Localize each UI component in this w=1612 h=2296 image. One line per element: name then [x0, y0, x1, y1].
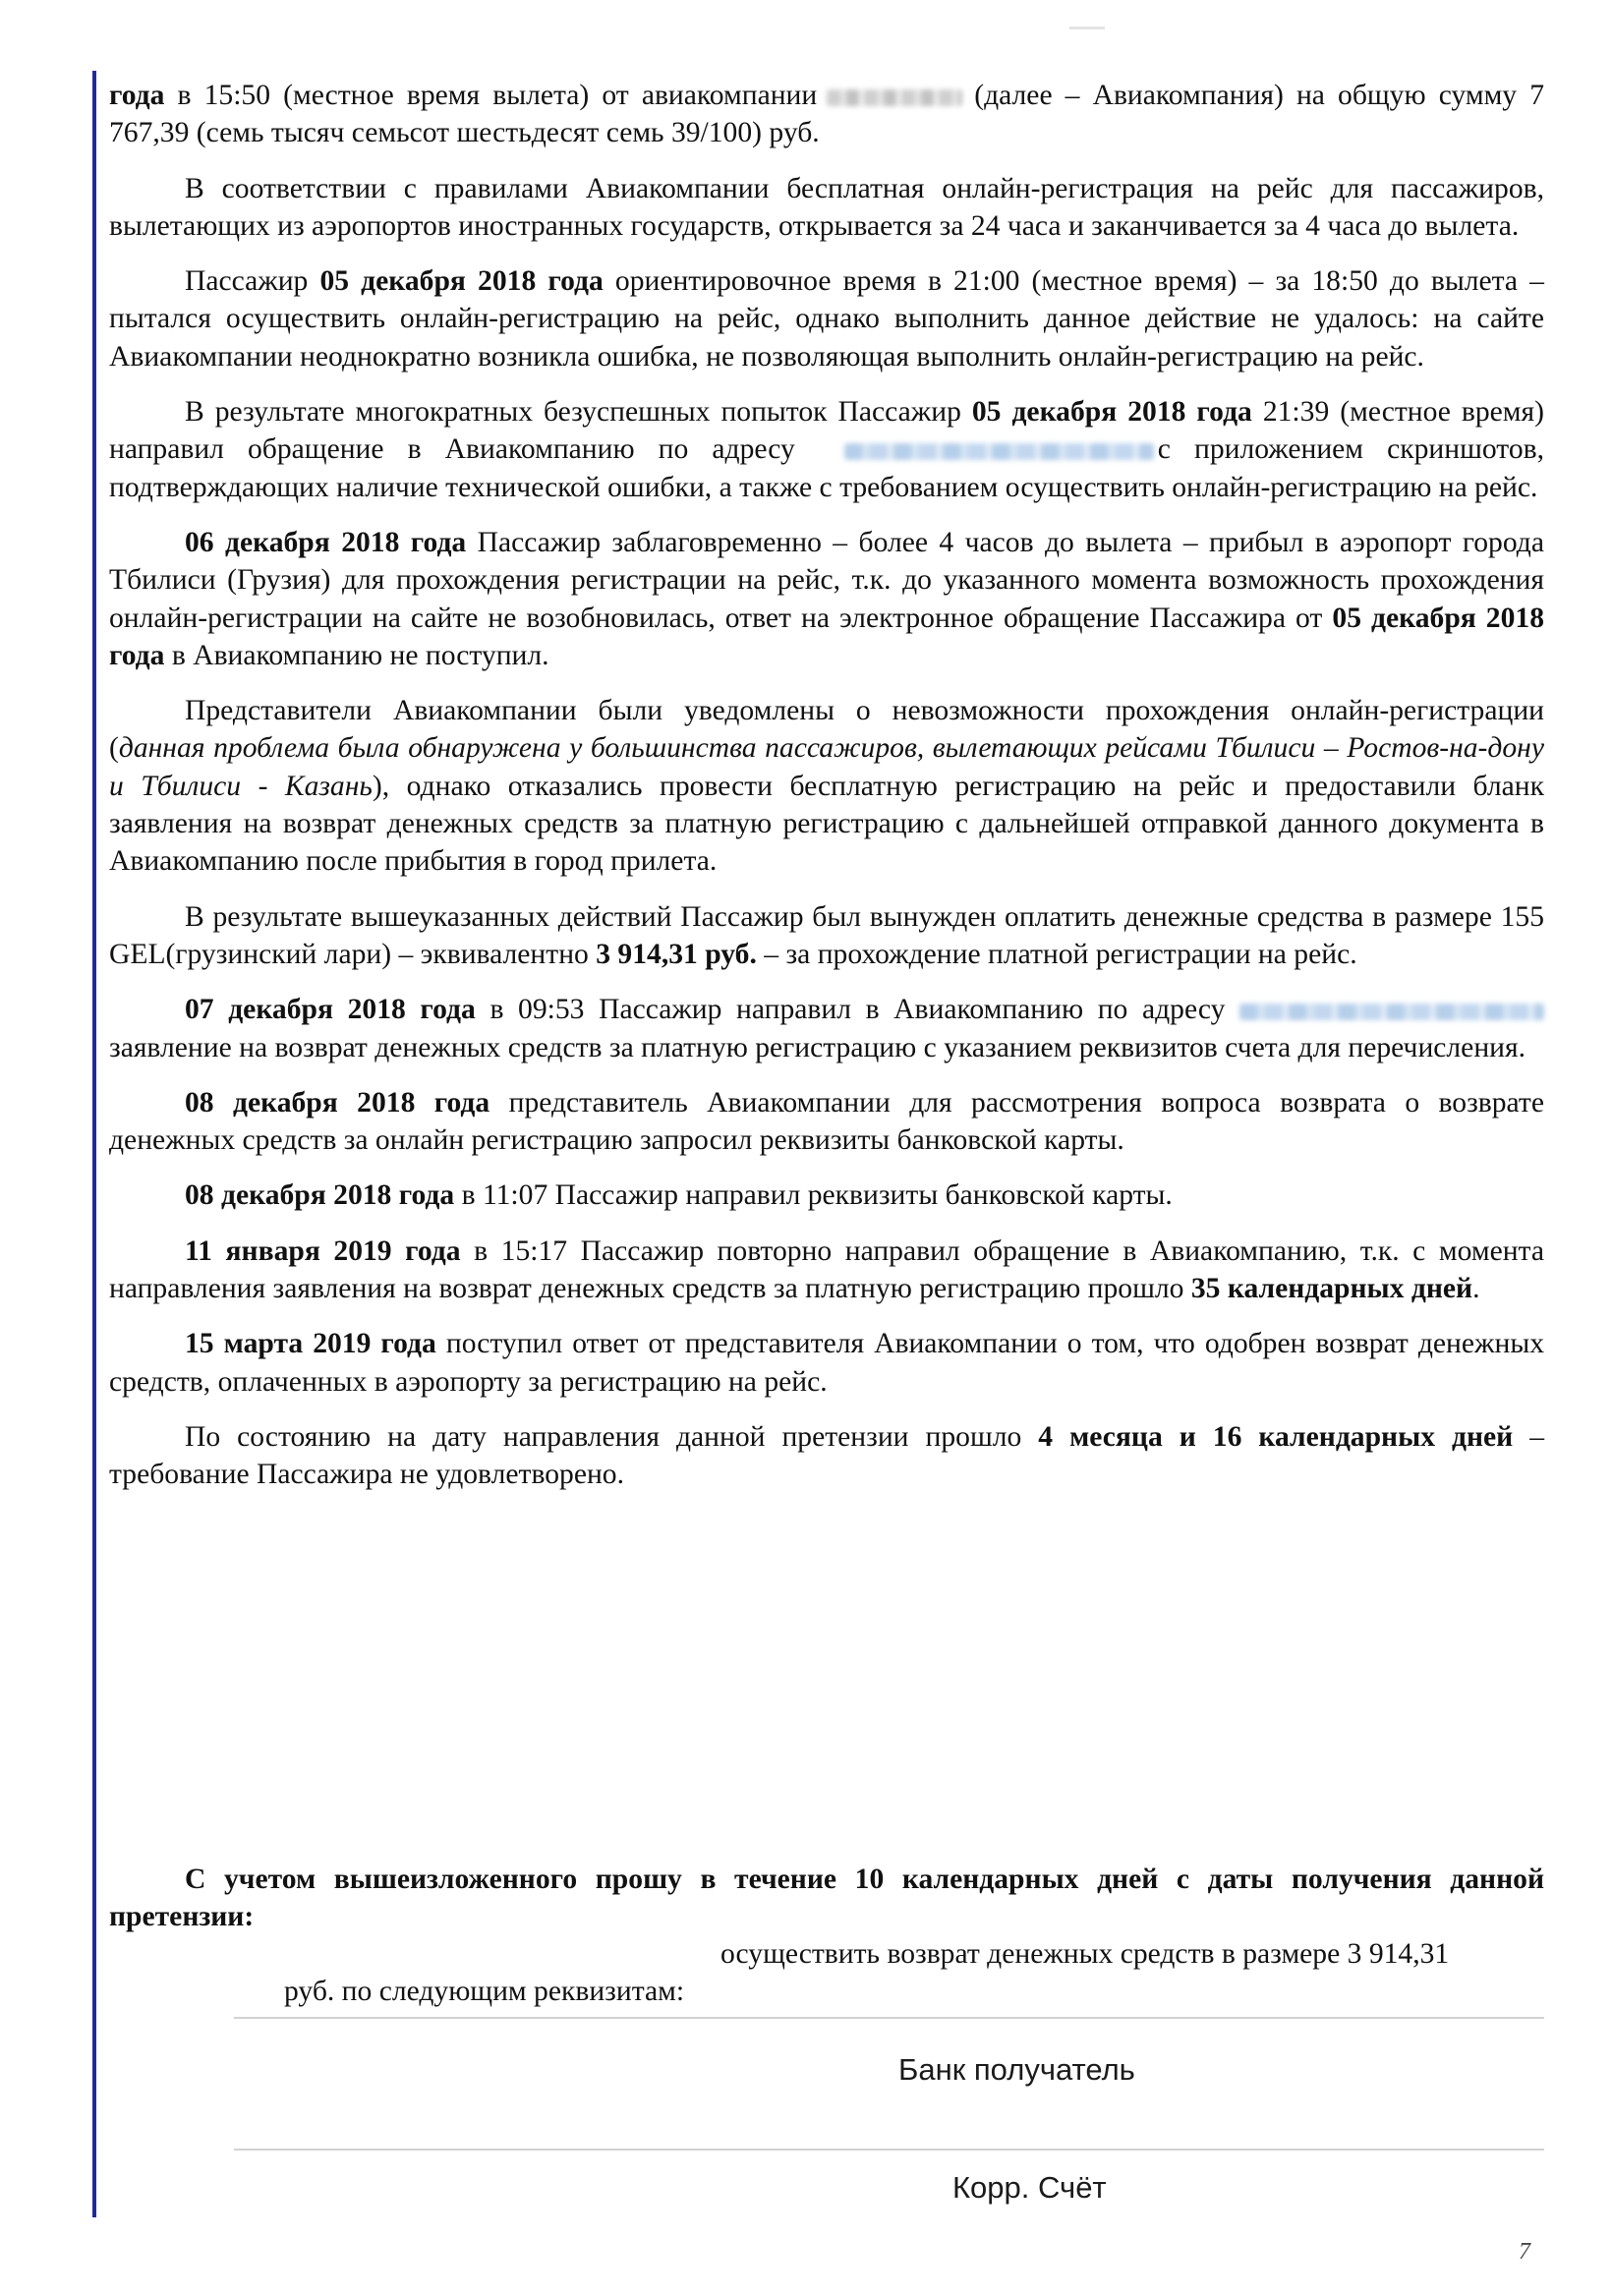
text-run: В соответствии с правилами Авиакомпании бесплатная онлайн-регистрация на рейс для пассажиров, вылетающих из аэропортов иностранных государств, открывается за 24 часа и заканчивается за 4 часа до вылета.: [109, 172, 1544, 242]
text-run: в 15:50 (местное время вылета) от авиакомпании: [164, 80, 818, 111]
text-run: 21:39 (местное время) направил обращение в Авиакомпанию по адресу: [109, 396, 1544, 466]
requisites-table-line: [234, 2017, 1544, 2019]
text-run: – за прохождение платной регистрации на рейс.: [756, 938, 1357, 970]
paragraph: [109, 393, 1544, 506]
text-run: ориентировочное время в 21:00 (местное время) – за 18:50 до вылета – пытался осуществить онлайн-регистрацию на рейс, однако выполнить данное действие не удалось: на сайте Авиакомпании неоднократно возникла ошибка, не позволяющая выполнить онлайн-регистрацию на рейс.: [109, 265, 1544, 373]
bold-text: 3 914,31 руб.: [596, 938, 757, 970]
text-run: заявление на возврат денежных средств за платную регистрацию с указанием реквизитов счета для перечисления.: [109, 1031, 1526, 1063]
text-run: в 09:53 Пассажир направил в Авиакомпанию по адресу: [475, 994, 1239, 1026]
text-run: Пассажир заблаговременно – более 4 часов до вылета – прибыл в аэропорт города Тбилиси (Грузия) для прохождения регистрации на рейс, т.к. до указанного момента возможность прохождения онлайн-регистрации на сайте не возобновилась, ответ на электронное обращение Пассажира от: [109, 526, 1544, 634]
request-heading: С учетом вышеизложенного прошу в течение 10 календарных дней с даты получения данной претензии:: [109, 1864, 1544, 1933]
bold-text: 07 декабря 2018 года: [185, 994, 476, 1026]
paragraph: [109, 262, 1544, 375]
paragraph: [109, 77, 1544, 152]
paragraph: [109, 1084, 1544, 1160]
paragraph: [109, 898, 1544, 974]
text-run: .: [1472, 1273, 1480, 1305]
left-margin-rule: [92, 71, 96, 2217]
bold-text: 15 марта 2019 года: [185, 1328, 436, 1360]
text-run: В результате многократных безуспешных попыток Пассажир: [185, 396, 972, 429]
text-run: Представители Авиакомпании были уведомлены о невозможности прохождения онлайн-регистрации (: [109, 695, 1544, 765]
bold-text: 11 января 2019 года: [185, 1234, 461, 1267]
paragraph: [109, 170, 1544, 246]
redacted-text: [844, 443, 1154, 460]
text-run: в 11:07 Пассажир направил реквизиты банковской карты.: [454, 1179, 1173, 1212]
redacted-text: [1239, 1004, 1544, 1020]
text-run: в Авиакомпанию не поступил.: [164, 639, 549, 671]
bold-text: 08 декабря 2018 года: [185, 1179, 455, 1212]
correspondent-account-label: Корр. Счёт: [952, 2170, 1107, 2205]
paragraph: [109, 1325, 1544, 1401]
paragraph: [109, 1418, 1544, 1494]
text-run: В результате вышеуказанных действий Пассажир был вынужден оплатить денежные средства в размере 155 GEL(грузинский лари) – эквивалентно: [109, 900, 1544, 970]
letter-body: [109, 77, 1544, 1512]
text-run: с приложением скриншотов, подтверждающих наличие технической ошибки, а также с требованием осуществить онлайн-регистрацию на рейс.: [109, 433, 1544, 503]
bold-text: 05 декабря 2018 года: [319, 265, 604, 298]
refund-line-2: руб. по следующим реквизитам:: [284, 1976, 685, 2007]
paragraph: [109, 1177, 1544, 1214]
text-run: – требование Пассажира не удовлетворено.: [109, 1420, 1544, 1491]
bold-text: года: [109, 80, 165, 111]
text-run: ), однако отказались провести бесплатную регистрацию на рейс и предоставили бланк заявления на возврат денежных средств за платную регистрацию с дальнейшей отправкой данного документа в Авиакомпанию после прибытия в город прилета.: [109, 770, 1544, 878]
redacted-text: [827, 89, 962, 106]
bold-text: 06 декабря 2018 года: [185, 526, 467, 558]
paragraph: [109, 991, 1544, 1066]
bold-text: 4 месяца и 16 календарных дней: [1038, 1420, 1514, 1453]
text-run: представитель Авиакомпании для рассмотрения вопроса возврата о возврате денежных средств за онлайн регистрацию запросил реквизиты банковской карты.: [109, 1086, 1544, 1157]
italic-text: данная проблема была обнаружена у большинства пассажиров, вылетающих рейсами Тбилиси – Ростов-на-дону и Тбилиси - Казань: [109, 732, 1544, 802]
refund-line-1: осуществить возврат денежных средств в размере 3 914,31: [720, 1938, 1450, 1970]
scan-artifact: [1069, 27, 1105, 29]
paragraph: [109, 692, 1544, 880]
bank-recipient-label: Банк получатель: [898, 2052, 1135, 2087]
text-run: (далее – Авиакомпания) на общую сумму 7 767,39 (семь тысяч семьсот шестьдесят семь 39/100) руб.: [109, 80, 1544, 149]
bold-text: 08 декабря 2018 года: [185, 1086, 490, 1119]
bold-text: 35 календарных дней: [1190, 1273, 1473, 1305]
paragraph: [109, 1233, 1544, 1308]
text-run: Пассажир: [185, 265, 320, 298]
bold-text: 05 декабря 2018 года: [971, 396, 1252, 429]
bold-text: 05 декабря 2018 года: [109, 602, 1544, 671]
paragraph: [109, 524, 1544, 674]
text-run: поступил ответ от представителя Авиакомпании о том, что одобрен возврат денежных средств, оплаченных в аэропорту за регистрацию на рейс.: [109, 1328, 1544, 1398]
text-run: в 15:17 Пассажир повторно направил обращение в Авиакомпанию, т.к. с момента направления заявления на возврат денежных средств за платную регистрацию прошло: [109, 1234, 1544, 1305]
page-number: 7: [1519, 2239, 1530, 2265]
text-run: По состоянию на дату направления данной претензии прошло: [185, 1420, 1039, 1453]
requisites-table-line: [234, 2149, 1544, 2151]
